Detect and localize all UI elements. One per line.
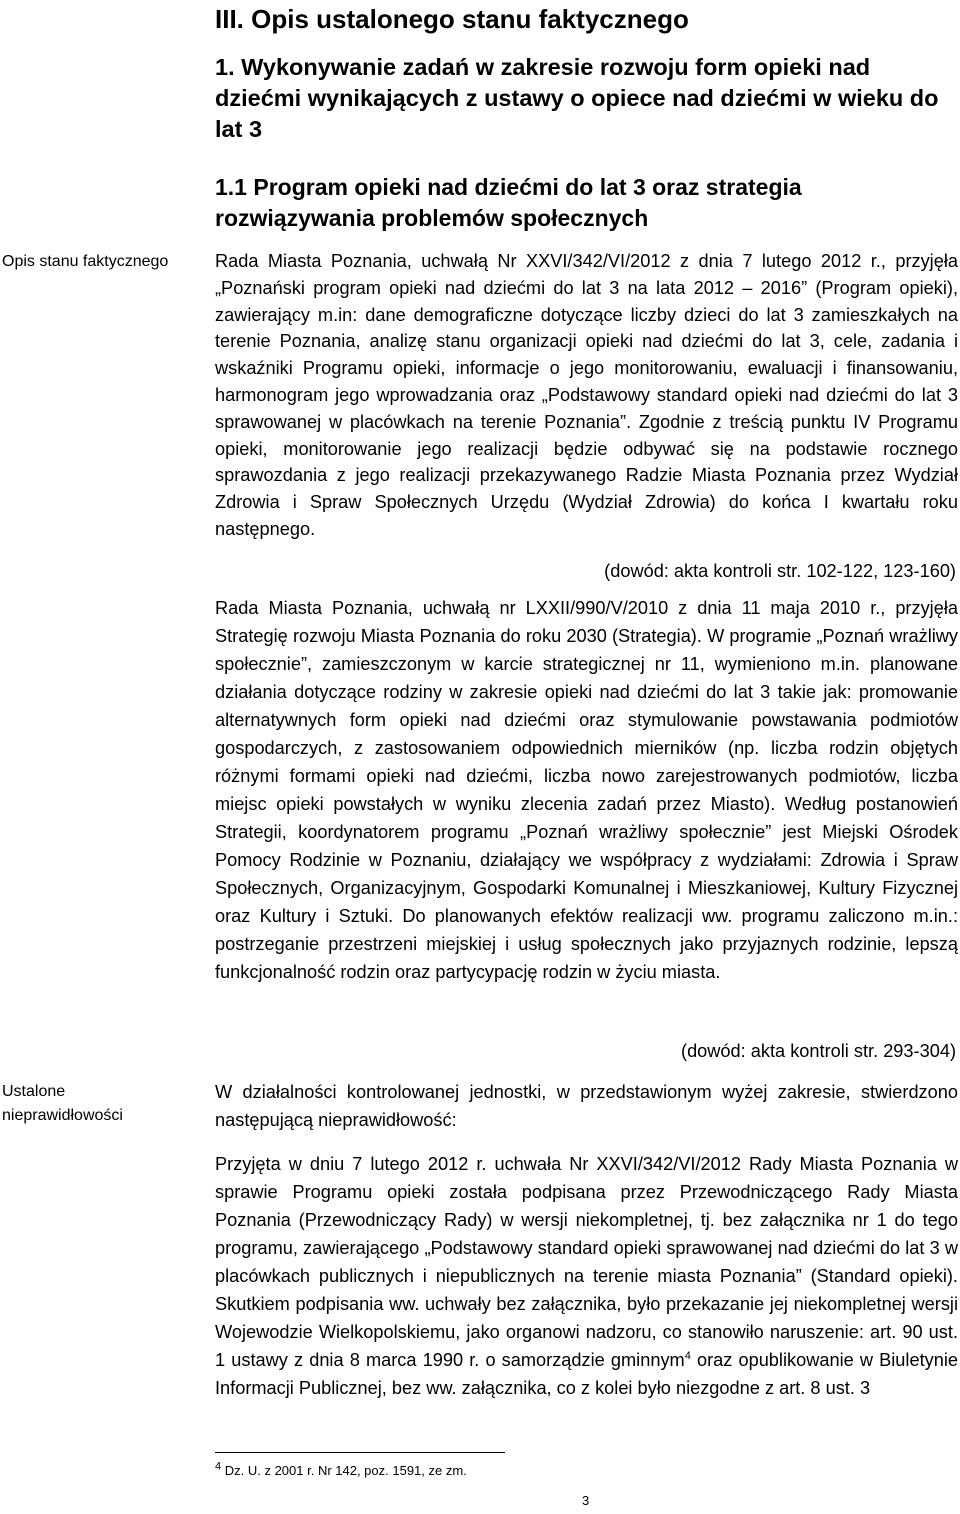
subsection-title: 1. Wykonywanie zadań w zakresie rozwoju form opieki nad dziećmi wynikających z ustawy o opiece nad dziećmi w wieku do lat 3 (215, 54, 939, 142)
paragraph-irregularity-text-2: oraz opublikowanie w Biuletynie Informacji Publicznej, bez ww. załącznika, co z kolei było niezgodne z art. 8 ust. 3 (215, 1350, 958, 1398)
section-title: III. Opis ustalonego stanu faktycznego (215, 4, 689, 34)
paragraph-strategia: Rada Miasta Poznania, uchwałą nr LXXII/990/V/2010 z dnia 11 maja 2010 r., przyjęła Strategię rozwoju Miasta Poznania do roku 2030 (Strategia). W programie „Poznań wrażliwy społecznie”, zamieszczonym w karcie strategicznej nr 11, wymieniono m.in. planowane działania dotyczące rodziny w zakresie opieki nad dziećmi do lat 3 takie jak: promowanie alternatywnych form opieki nad dziećmi oraz stymulowanie powstawania podmiotów gospodarczych, z zastosowaniem odpowiednich mierników (np. liczba rodzin objętych różnymi formami opieki nad dziećmi, liczba nowo zarejestrowanych podmiotów, liczba miejsc opieki powstałych w wyniku zlecenia zadań przez Miasto). Według postanowień Strategii, koordynatorem programu „Poznań wrażliwy społecznie” jest Miejski Ośrodek Pomocy Rodzinie w Poznaniu, działający we współpracy z wydziałami: Zdrowia i Spraw Społecznych, Organizacyjnym, Gospodarki Komunalnej i Mieszkaniowej, Kultury Fizycznej oraz Kultury i Sztuki. Do planowanych efektów realizacji ww. programu zaliczono m.in.: postrzeganie przestrzeni miejskiej i usług społecznych jako przyjaznych rodzinie, lepszą funkcjonalność rodzin oraz partycypację rodzin w życiu miasta. (215, 598, 958, 982)
evidence-reference-1: (dowód: akta kontroli str. 102-122, 123-160) (604, 561, 956, 581)
paragraph-irregularity (215, 1150, 958, 1402)
footnote-text: Dz. U. z 2001 r. Nr 142, poz. 1591, ze zm. (221, 1463, 467, 1478)
footnote-divider (215, 1452, 505, 1453)
sidebar-label-irregularities: Ustalone nieprawidłowości (2, 1083, 123, 1124)
evidence-reference-2: (dowód: akta kontroli str. 293-304) (681, 1041, 956, 1061)
paragraph-irregularity-intro: W działalności kontrolowanej jednostki, w przedstawionym wyżej zakresie, stwierdzono następującą nieprawidłowość: (215, 1082, 958, 1130)
paragraph-program-opieki: Rada Miasta Poznania, uchwałą Nr XXVI/342/VI/2012 z dnia 7 lutego 2012 r., przyjęła „Poznański program opieki nad dziećmi do lat 3 na lata 2012 – 2016” (Program opieki), zawierający m.in: dane demograficzne dotyczące liczby dzieci do lat 3 zamieszkałych na terenie Poznania, analizę stanu organizacji opieki nad dziećmi do lat 3, cele, zadania i wskaźniki Programu opieki, informacje o jego monitorowaniu, ewaluacji i finansowaniu, harmonogram jego wprowadzania oraz „Podstawowy standard opieki nad dziećmi do lat 3 sprawowanej w placówkach na terenie Poznania”. Zgodnie z treścią punktu IV Programu opieki, monitorowanie jego realizacji będzie odbywać się na podstawie rocznego sprawozdania z jego realizacji przekazywanego Radzie Miasta Poznania przez Wydział Zdrowia i Spraw Społecznych Urzędu (Wydział Zdrowia) do końca I kwartału roku następnego. (215, 251, 958, 539)
paragraph-irregularity-text-1: Przyjęta w dniu 7 lutego 2012 r. uchwała Nr XXVI/342/VI/2012 Rady Miasta Poznania w sprawie Programu opieki została podpisana przez Przewodniczącego Rady Miasta Poznania (Przewodniczący Rady) w wersji niekompletnej, tj. bez załącznika nr 1 do tego programu, zawierającego „Podstawowy standard opieki sprawowanej nad dziećmi do lat 3 w placówkach publicznych i niepublicznych na terenie miasta Poznania” (Standard opieki). Skutkiem podpisania ww. uchwały bez załącznika, było przekazanie jej niekompletnej wersji Wojewodzie Wielkopolskiemu, jako organowi nadzoru, co stanowiło naruszenie: art. 90 ust. 1 ustawy z dnia 8 marca 1990 r. o samorządzie gminnym (215, 1154, 958, 1370)
page-number: 3 (582, 1493, 590, 1508)
footnote-number: 4 (215, 1460, 222, 1473)
footnote (215, 1462, 467, 1480)
subsubsection-title: 1.1 Program opieki nad dziećmi do lat 3 oraz strategia rozwiązywania problemów społecznych (215, 174, 802, 231)
margin-sidebar (0, 0, 200, 1514)
sidebar-label-facts: Opis stanu faktycznego (2, 253, 169, 270)
footnote-reference: 4 (684, 1349, 691, 1362)
